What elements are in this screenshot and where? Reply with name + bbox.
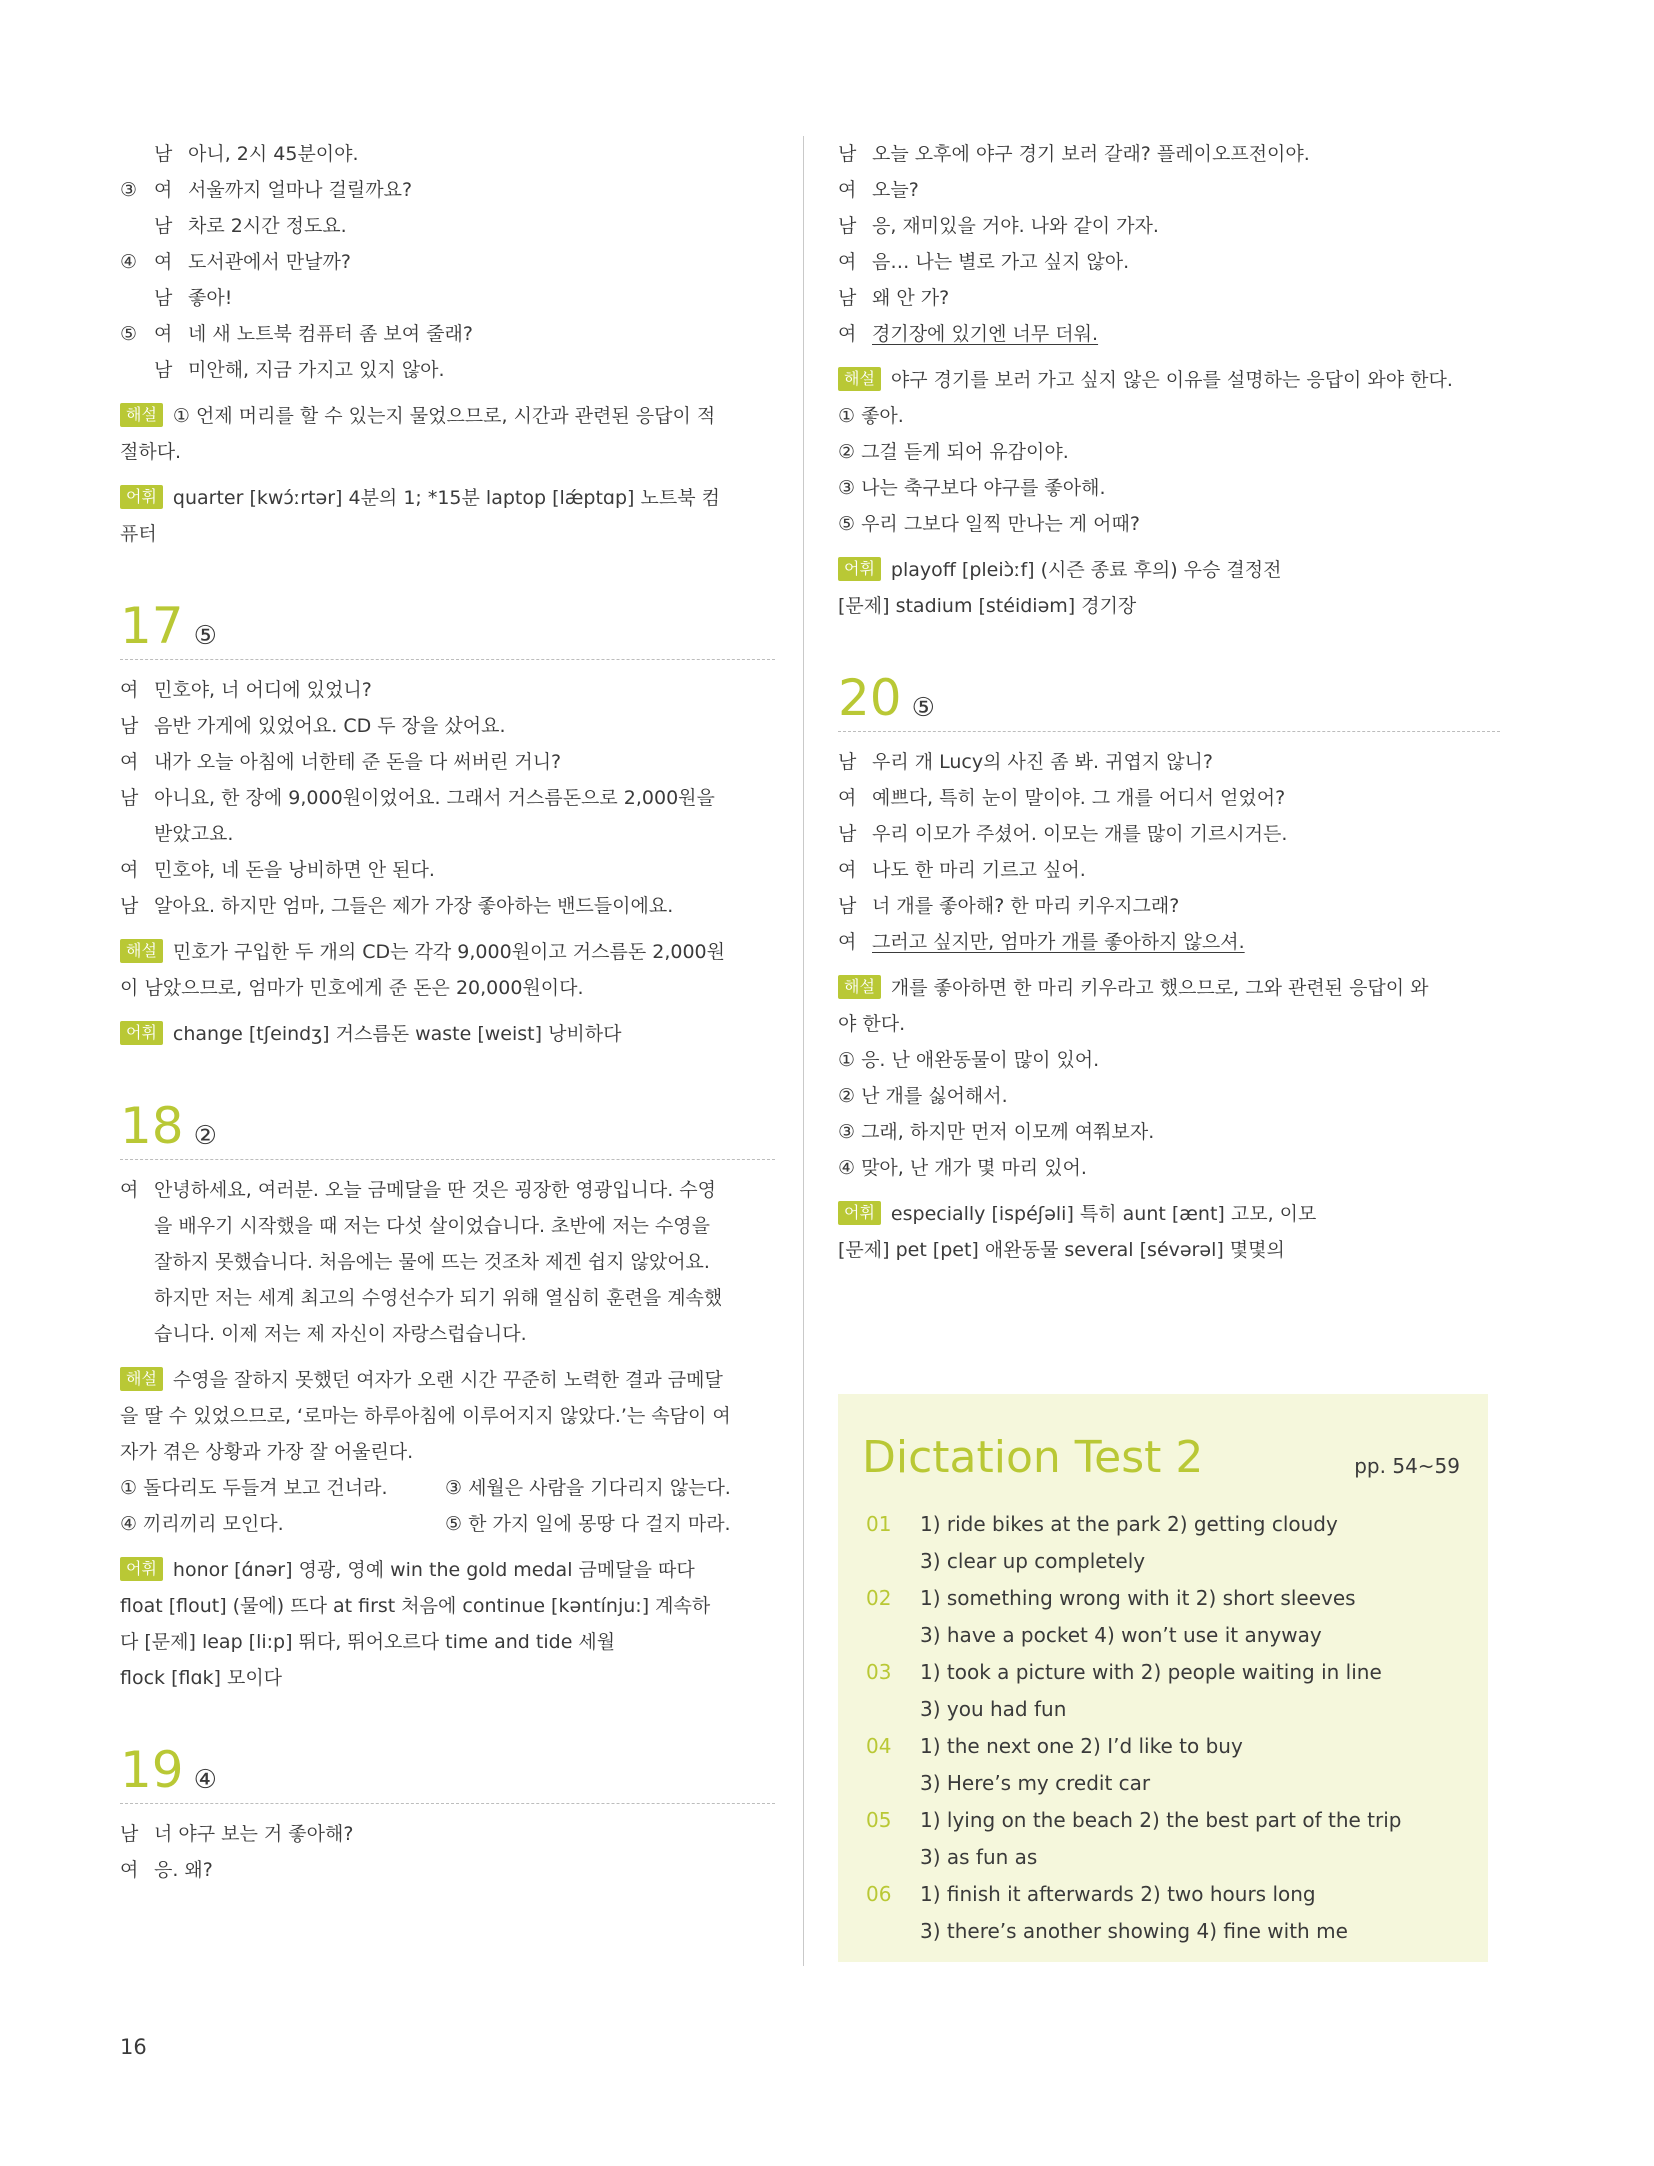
option: ④ 맞아, 난 개가 몇 마리 있어. — [838, 1157, 1087, 1179]
explanation-tag: 해설 — [120, 1367, 163, 1391]
answer-mark: ④ — [193, 1765, 217, 1795]
option: ⑤ 우리 그보다 일찍 만나는 게 어때? — [838, 513, 1140, 535]
column-divider — [803, 136, 804, 1966]
dialogue-line: 여 그러고 싶지만, 엄마가 개를 좋아하지 않으셔. — [838, 931, 1245, 953]
answer-options — [120, 1470, 775, 1542]
dialogue-line: ⑤ 여 네 새 노트북 컴퓨터 좀 보여 줄래? — [120, 323, 473, 345]
question-18-monologue — [120, 1172, 775, 1352]
option-row: ④ 끼리끼리 모인다. ⑤ 한 가지 일에 몽땅 다 걸지 마라. — [120, 1513, 731, 1535]
vocabulary-tag: 어휘 — [120, 1557, 163, 1581]
option: ③ 그래, 하지만 먼저 이모께 여쭤보자. — [838, 1121, 1155, 1143]
dialogue-line: 남 아니, 2시 45분이야. — [154, 143, 359, 165]
vocabulary-tag: 어휘 — [120, 1021, 163, 1045]
vocabulary-tag: 어휘 — [838, 557, 881, 581]
dialogue-line: 여 음… 나는 별로 가고 싶지 않아. — [838, 251, 1130, 273]
dialogue-line: 남 왜 안 가? — [838, 287, 950, 309]
dialogue-line: 남 너 야구 보는 거 좋아해? — [120, 1823, 354, 1845]
dialogue-line: 남 차로 2시간 정도요. — [154, 215, 347, 237]
dialogue-line: 잘하지 못했습니다. 처음에는 물에 뜨는 것조차 제겐 쉽지 않았어요. — [154, 1251, 710, 1273]
dialogue-line: 여 예쁘다, 특히 눈이 말이야. 그 개를 어디서 얻었어? — [838, 787, 1286, 809]
question-19-dialogue — [120, 1816, 775, 1888]
dialogue-line: 여 경기장에 있기엔 너무 더워. — [838, 323, 1099, 345]
dictation-item: 02 1) something wrong with it 2) short sleeves 3) have a pocket 4) won’t use it anyway — [866, 1586, 1356, 1647]
explanation-block: 해설 민호가 구입한 두 개의 CD는 각각 9,000원이고 거스름돈 2,000원 이 남았으므로, 엄마가 민호에게 준 돈은 20,000원이다. — [120, 941, 726, 999]
dictation-item: 01 1) ride bikes at the park 2) getting cloudy 3) clear up completely — [866, 1512, 1338, 1573]
dictation-item: 04 1) the next one 2) I’d like to buy 3) Here’s my credit car — [866, 1734, 1243, 1795]
dialogue-line: 남 좋아! — [154, 287, 233, 309]
answer-options — [838, 398, 1500, 542]
explanation-block: 해설 ① 언제 머리를 할 수 있는지 물었으므로, 시간과 관련된 응답이 적 절하다. — [120, 405, 716, 463]
vocabulary-tag: 어휘 — [838, 1201, 881, 1225]
vocabulary-block: 어휘 quarter [kwɔ́ːrtər] 4분의 1; *15분 laptop [lǽptɑp] 노트북 컴 퓨터 — [120, 487, 720, 545]
dialogue-line: ④ 여 도서관에서 만날까? — [120, 251, 351, 273]
option: ② 난 개를 싫어해서. — [838, 1085, 1008, 1107]
question-number: 17 — [120, 597, 184, 655]
option: ① 응. 난 애완동물이 많이 있어. — [838, 1049, 1100, 1071]
answer-mark: ② — [193, 1121, 217, 1151]
answer-underline: 그러고 싶지만, 엄마가 개를 좋아하지 않으셔. — [872, 931, 1245, 953]
question-20-dialogue — [838, 744, 1500, 960]
question-17-heading — [120, 596, 775, 660]
dialogue-line: 남 응, 재미있을 거야. 나와 같이 가자. — [838, 215, 1159, 237]
dialogue-continued — [120, 136, 775, 388]
question-17-dialogue — [120, 672, 775, 924]
option: ② 그걸 듣게 되어 유감이야. — [838, 441, 1069, 463]
explanation-tag: 해설 — [838, 367, 881, 391]
option: ③ 나는 축구보다 야구를 좋아해. — [838, 477, 1106, 499]
dialogue-line: 여 민호야, 네 돈을 낭비하면 안 된다. — [120, 859, 435, 881]
dialogue-line: 남 음반 가게에 있었어요. CD 두 장을 샀어요. — [120, 715, 506, 737]
vocabulary-block: 어휘 honor [ɑ́nər] 영광, 영예 win the gold medal 금메달을 따다 float [flout] (물에) 뜨다 at first 처음에 continue [kəntínju:] 계속하 다 [문제] leap [li:p] 뛰다, 뛰어오르다 time and tide 세월 flock [flɑk] 모이다 — [120, 1559, 711, 1689]
dialogue-line: 여 민호야, 너 어디에 있었니? — [120, 679, 372, 701]
option: ① 좋아. — [838, 405, 904, 427]
dialogue-line: 남 알아요. 하지만 엄마, 그들은 제가 가장 좋아하는 밴드들이에요. — [120, 895, 674, 917]
option-row: ① 돌다리도 두들겨 보고 건너라. ③ 세월은 사람을 기다리지 않는다. — [120, 1477, 731, 1499]
dictation-title: Dictation Test 2 — [862, 1432, 1204, 1483]
answer-underline: 경기장에 있기엔 너무 더워. — [872, 323, 1099, 345]
dialogue-line: 남 우리 이모가 주셨어. 이모는 개를 많이 기르시거든. — [838, 823, 1288, 845]
dialogue-line: 하지만 저는 세계 최고의 수영선수가 되기 위해 열심히 훈련을 계속했 — [154, 1287, 723, 1309]
dialogue-line: 남 아니요, 한 장에 9,000원이었어요. 그래서 거스름돈으로 2,000원을 — [120, 787, 715, 809]
dialogue-line: ③ 여 서울까지 얼마나 걸릴까요? — [120, 179, 413, 201]
right-column — [838, 136, 1500, 1268]
dictation-item: 05 1) lying on the beach 2) the best part of the trip 3) as fun as — [866, 1808, 1402, 1869]
vocabulary-block: 어휘 change [tʃeindʒ] 거스름돈 waste [weist] 낭비하다 — [120, 1016, 775, 1052]
explanation-tag: 해설 — [120, 403, 163, 427]
question-number: 18 — [120, 1097, 184, 1155]
dialogue-line: 여 내가 오늘 아침에 너한테 준 돈을 다 써버린 거니? — [120, 751, 562, 773]
answer-options — [838, 1042, 1500, 1186]
question-number: 19 — [120, 1741, 184, 1799]
answer-mark: ⑤ — [193, 621, 217, 651]
dialogue-line: 남 우리 개 Lucy의 사진 좀 봐. 귀엽지 않니? — [838, 751, 1213, 773]
dialogue-line: 을 배우기 시작했을 때 저는 다섯 살이었습니다. 초반에 저는 수영을 — [154, 1215, 710, 1237]
question-19-dialogue-continued — [838, 136, 1500, 352]
dialogue-line: 남 너 개를 좋아해? 한 마리 키우지그래? — [838, 895, 1180, 917]
explanation-block: 해설 수영을 잘하지 못했던 여자가 오랜 시간 꾸준히 노력한 결과 금메달 을 딸 수 있었으므로, ‘로마는 하루아침에 이루어지지 않았다.’는 속담이 여 자가 겪은 상황과 가장 잘 어울린다. — [120, 1369, 731, 1463]
question-20-heading — [838, 668, 1500, 732]
dialogue-line: 여 나도 한 마리 기르고 싶어. — [838, 859, 1086, 881]
dialogue-line: 여 안녕하세요, 여러분. 오늘 금메달을 딴 것은 굉장한 영광입니다. 수영 — [120, 1179, 716, 1201]
dictation-item: 06 1) finish it afterwards 2) two hours long 3) there’s another showing 4) fine with me — [866, 1882, 1348, 1943]
vocabulary-block: 어휘 especially [ispéʃəli] 특히 aunt [ænt] 고모, 이모 [문제] pet [pet] 애완동물 several [sévərəl] 몇몇의 — [838, 1203, 1317, 1261]
dictation-item: 03 1) took a picture with 2) people waiting in line 3) you had fun — [866, 1660, 1382, 1721]
explanation-block: 해설 야구 경기를 보러 가고 싶지 않은 이유를 설명하는 응답이 와야 한다. — [838, 362, 1500, 398]
dictation-pages: pp. 54~59 — [1354, 1454, 1460, 1478]
vocabulary-tag: 어휘 — [120, 485, 163, 509]
explanation-tag: 해설 — [120, 939, 163, 963]
dialogue-line: 여 응. 왜? — [120, 1859, 213, 1881]
dialogue-line: 받았고요. — [154, 823, 234, 845]
dialogue-line: 습니다. 이제 저는 제 자신이 자랑스럽습니다. — [154, 1323, 527, 1345]
dictation-test-box — [838, 1394, 1488, 1962]
answer-mark: ⑤ — [911, 693, 935, 723]
explanation-block: 해설 개를 좋아하면 한 마리 키우라고 했으므로, 그와 관련된 응답이 와 야 한다. — [838, 977, 1429, 1035]
dialogue-line: 남 미안해, 지금 가지고 있지 않아. — [154, 359, 445, 381]
vocabulary-block: 어휘 playoff [pleiɔ̀ːf] (시즌 종료 후의) 우승 결정전 [문제] stadium [stéidiəm] 경기장 — [838, 559, 1282, 617]
question-19-heading — [120, 1740, 775, 1804]
question-number: 20 — [838, 669, 902, 727]
dialogue-line: 여 오늘? — [838, 179, 919, 201]
dialogue-line: 남 오늘 오후에 야구 경기 보러 갈래? 플레이오프전이야. — [838, 143, 1310, 165]
dictation-items — [866, 1506, 1476, 1950]
explanation-tag: 해설 — [838, 975, 881, 999]
question-18-heading — [120, 1096, 775, 1160]
left-column — [120, 136, 775, 1888]
page-number: 16 — [120, 2035, 147, 2059]
